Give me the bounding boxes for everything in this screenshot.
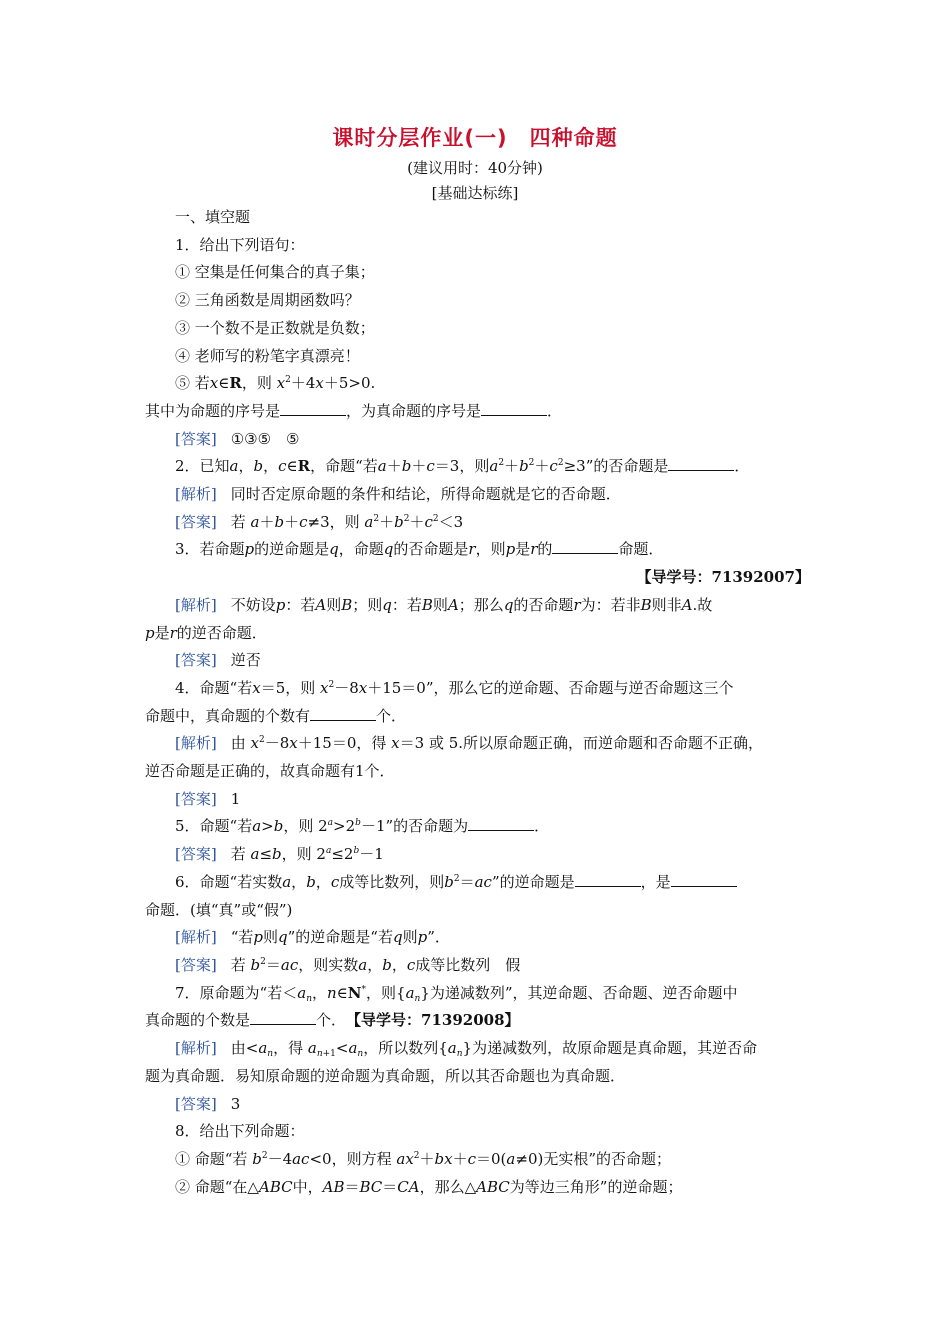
page-title — [0, 122, 950, 152]
q5-answer: [答案] 若 a≤b，则 $2^a\le 2^b-1$ — [175, 845, 384, 864]
q3-analysis-2: p是r的逆否命题． — [145, 623, 267, 642]
q4-stem-1: 4．命题“若x＝5，则 $x^2-8x+15=0$”，那么它的逆命题、否命题与逆否命题这三个 — [175, 678, 734, 697]
q7-analysis-2: 题为真命题．易知原命题的逆命题为真命题，所以其否命题也为真命题． — [145, 1066, 626, 1085]
q1-stem: 1．给出下列语句： — [175, 235, 305, 254]
q7-answer: [答案] 3 — [175, 1094, 241, 1113]
q6-answer: [答案] 若 $b^2=ac$，则实数a，b，c成等比数列 假 — [175, 955, 521, 974]
q3-analysis-1: [解析] 不妨设p：若A则B；则q：若B则A；那么q的否命题r为：若非B则非A.故 — [175, 595, 713, 614]
q2-stem: 2．已知a，b，c∈R，命题“若a＋b＋c＝3，则$a^2+b^2+c^2\ge 3$”的否命题是 ． — [175, 457, 750, 476]
suggested-time: (建议用时：40分钟) — [407, 159, 543, 177]
q1-item-4: ④ 老师写的粉笔字真漂亮！ — [175, 346, 360, 365]
q1-item-5: ⑤ 若x∈R，则 $x^2+4x+5>0$. — [175, 374, 376, 393]
q7-stem-1: 7．原命题为“若$<a_n$，n∈N*，则$\{a_n\}$为递减数列”，其逆命题、否命题、逆否命题中 — [175, 983, 738, 1004]
q3-stem: 3．若命题p的逆命题是q，命题q的否命题是r，则p是r的 命题． — [175, 540, 664, 559]
q6-analysis: [解析] “若p则q”的逆命题是“若q则p”． — [175, 928, 450, 947]
q7-stem-2: 真命题的个数是 个． 【导学号：71392008】 — [145, 1011, 520, 1030]
section-heading: 一、填空题 — [175, 208, 251, 226]
q6-stem-2: 命题．(填“真”或“假”) — [145, 900, 293, 919]
q1-item-3: ③ 一个数不是正数就是负数； — [175, 318, 375, 337]
level-label: [基础达标练] — [431, 184, 519, 202]
q8-item-2: ② 命题“在△ABC中，AB＝BC＝CA，那么△ABC为等边三角形”的逆命题； — [175, 1177, 683, 1196]
title-part2: 四种命题 — [529, 126, 618, 150]
q1-item-2: ② 三角函数是周期函数吗？ — [175, 291, 360, 310]
q8-stem: 8．给出下列命题： — [175, 1122, 305, 1141]
q4-answer: [答案] 1 — [175, 789, 241, 808]
q1-question: 其中为命题的序号是 ，为真命题的序号是 ． — [145, 401, 563, 420]
exercise-content — [145, 204, 810, 1201]
q7-analysis-1: [解析] 由$<a_n$，得 $a_{n+1}<a_n$，所以数列$\{a_n\}$为递减数列，故原命题是真命题，其逆否命 — [175, 1039, 758, 1060]
q5-stem: 5．命题“若a>b，则 $2^a>2^b-1$”的否命题为 ． — [175, 817, 550, 836]
q1-answer: [答案] ①③⑤ ⑤ — [175, 429, 300, 448]
q4-analysis-1: [解析] 由 $x^2-8x+15=0$，得 x＝3 或 5.所以原命题正确，而逆命题和否命题不正确， — [175, 734, 764, 753]
q2-analysis: [解析] 同时否定原命题的条件和结论，所得命题就是它的否命题． — [175, 485, 621, 504]
q2-answer: [答案] 若 a＋b＋c≠3，则 $a^2+b^2+c^2<3$ — [175, 512, 464, 531]
q4-stem-2: 命题中，真命题的个数有 个． — [145, 706, 407, 725]
q3-answer: [答案] 逆否 — [175, 651, 261, 670]
q1-item-1: ① 空集是任何集合的真子集； — [175, 263, 375, 282]
q3-ref: 【导学号：71392007】 — [636, 568, 810, 587]
q4-analysis-2: 逆否命题是正确的，故真命题有1个． — [145, 762, 395, 781]
q8-item-1: ① 命题“若 $b^2-4ac<0$，则方程 $ax^2+bx+c=0(a\ne 0)$无实根”的否命题； — [175, 1149, 672, 1168]
title-part1: 课时分层作业(一) — [332, 126, 508, 150]
q6-stem-1: 6．命题“若实数a，b，c成等比数列，则$b^2=ac$”的逆命题是 ，是 — [145, 869, 810, 897]
